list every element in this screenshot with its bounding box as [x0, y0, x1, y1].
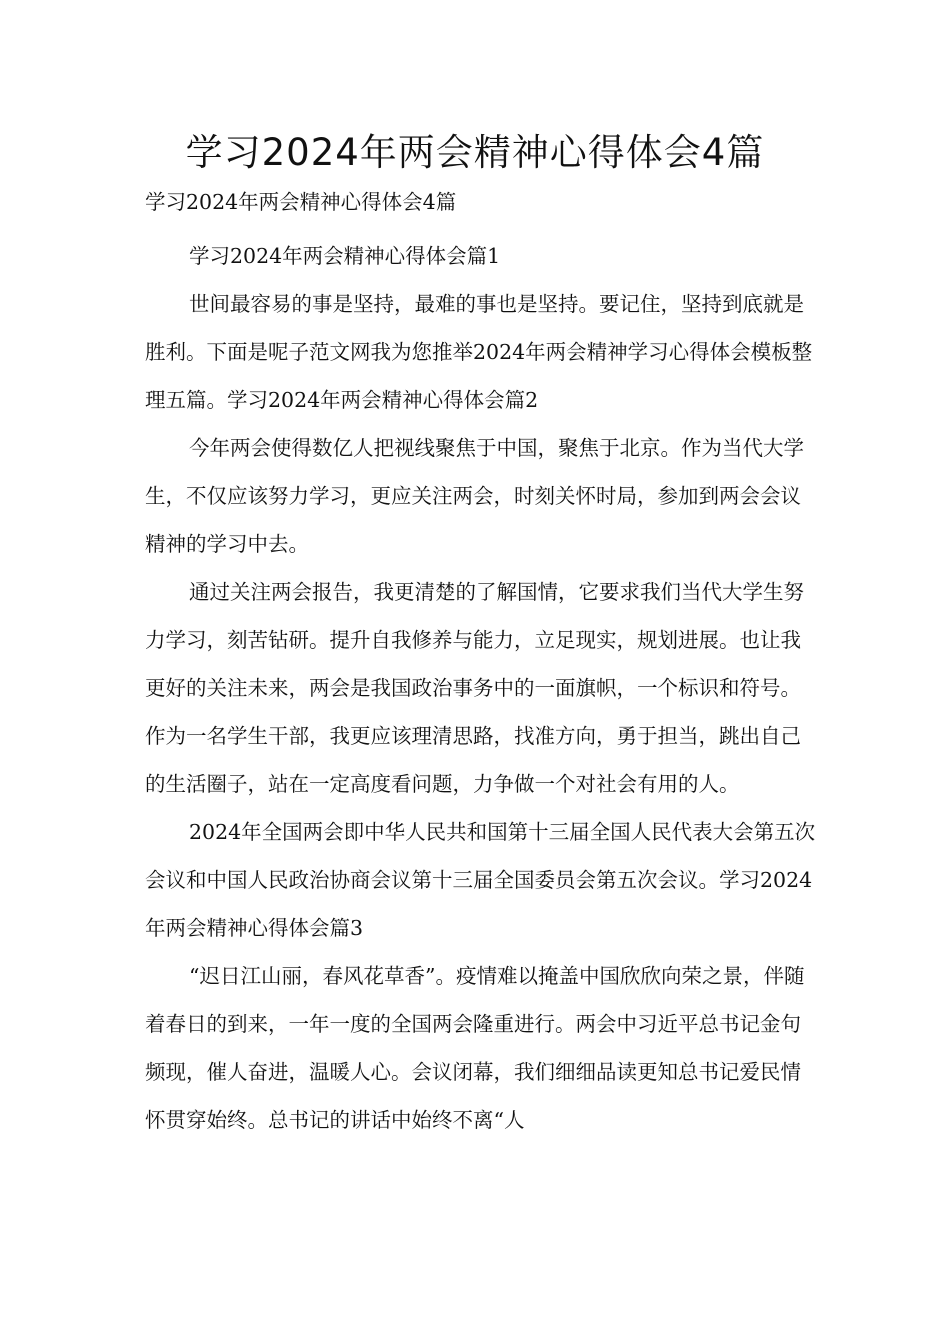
paragraph-2: 今年两会使得数亿人把视线聚焦于中国，聚焦于北京。作为当代大学生，不仅应该努力学习，更应关注两会，时刻关怀时局，参加到两会会议精神的学习中去。	[145, 436, 804, 556]
document-subtitle: 学习2024年两会精神心得体会4篇	[145, 190, 457, 214]
paragraph-4: 2024年全国两会即中华人民共和国第十三届全国人民代表大会第五次会议和中国人民政治协商会议第十三届全国委员会第五次会议。学习2024年两会精神心得体会篇3	[145, 820, 816, 940]
document-title: 学习2024年两会精神心得体会4篇	[185, 131, 765, 174]
document-body	[145, 178, 820, 1144]
paragraph-3: 通过关注两会报告，我更清楚的了解国情，它要求我们当代大学生努力学习，刻苦钻研。提升自我修养与能力，立足现实，规划进展。也让我更好的关注未来，两会是我国政治事务中的一面旗帜，一个标识和符号。作为一名学生干部，我更应该理清思路，找准方向，勇于担当，跳出自己的生活圈子，站在一定高度看问题，力争做一个对社会有用的人。	[145, 580, 804, 796]
paragraph-intro: 世间最容易的事是坚持，最难的事也是坚持。要记住，坚持到底就是胜利。下面是呢子范文网我为您推举2024年两会精神学习心得体会模板整理五篇。学习2024年两会精神心得体会篇2	[145, 292, 813, 412]
section-heading-1: 学习2024年两会精神心得体会篇1	[189, 244, 501, 268]
paragraph-5: “迟日江山丽，春风花草香”。疫情难以掩盖中国欣欣向荣之景，伴随着春日的到来，一年一度的全国两会隆重进行。两会中习近平总书记金句频现，催人奋进，温暖人心。会议闭幕，我们细细品读更知总书记爱民情怀贯穿始终。总书记的讲话中始终不离“人	[145, 964, 805, 1132]
